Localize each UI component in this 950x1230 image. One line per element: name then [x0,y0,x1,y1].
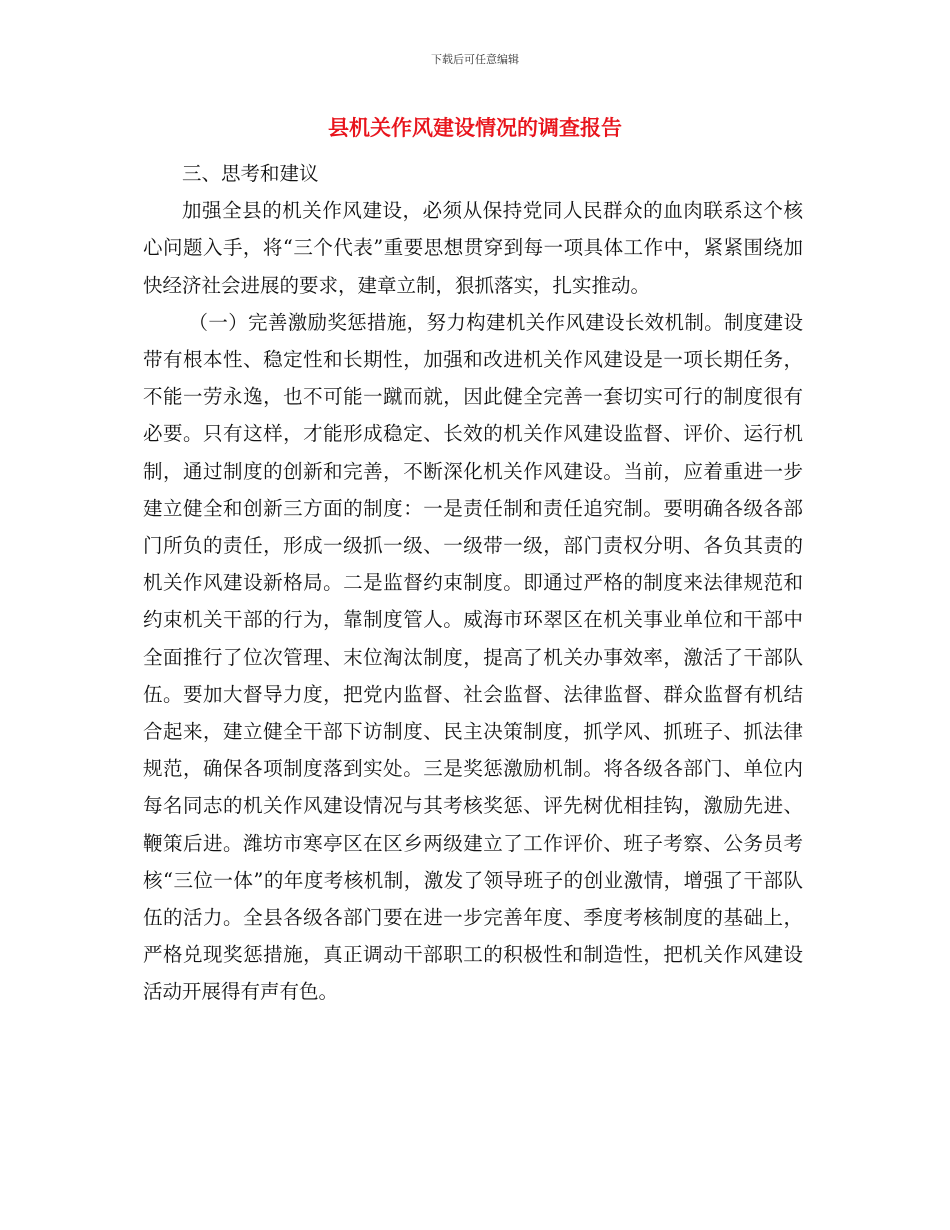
body-paragraph: （一）完善激励奖惩措施，努力构建机关作风建设长效机制。制度建设带有根本性、稳定性和长期性，加强和改进机关作风建设是一项长期任务，不能一劳永逸，也不可能一蹴而就，因此健全完善一套切实可行的制度很有必要。只有这样，才能形成稳定、长效的机关作风建设监督、评价、运行机制，通过制度的创新和完善，不断深化机关作风建设。当前，应着重进一步建立健全和创新三方面的制度：一是责任制和责任追究制。要明确各级各部门所负的责任，形成一级抓一级、一级带一级，部门责权分明、各负其责的机关作风建设新格局。二是监督约束制度。即通过严格的制度来法律规范和约束机关干部的行为，靠制度管人。威海市环翠区在机关事业单位和干部中全面推行了位次管理、末位淘汰制度，提高了机关办事效率，激活了干部队伍。要加大督导力度，把党内监督、社会监督、法律监督、群众监督有机结合起来，建立健全干部下访制度、民主决策制度，抓学风、抓班子、抓法律规范，确保各项制度落到实处。三是奖惩激励机制。将各级各部门、单位内每名同志的机关作风建设情况与其考核奖惩、评先树优相挂钩，激励先进、鞭策后进。潍坊市寒亭区在区乡两级建立了工作评价、班子考察、公务员考核“三位一体”的年度考核机制，激发了领导班子的创业激情，增强了干部队伍的活力。全县各级各部门要在进一步完善年度、季度考核制度的基础上，严格兑现奖惩措施，真正调动干部职工的积极性和制造性，把机关作风建设活动开展得有声有色。 [143,310,803,1004]
body-paragraph: 加强全县的机关作风建设，必须从保持党同人民群众的血肉联系这个核心问题入手，将“三个代表”重要思想贯穿到每一项具体工作中，紧紧围绕加快经济社会进展的要求，建章立制，狠抓落实，扎实推动。 [143,199,803,297]
page-header-note: 下载后可任意编辑 [431,53,519,66]
document-body [143,155,803,1011]
document-title: 县机关作风建设情况的调查报告 [328,116,622,140]
section-heading: 三、思考和建议 [182,162,319,185]
